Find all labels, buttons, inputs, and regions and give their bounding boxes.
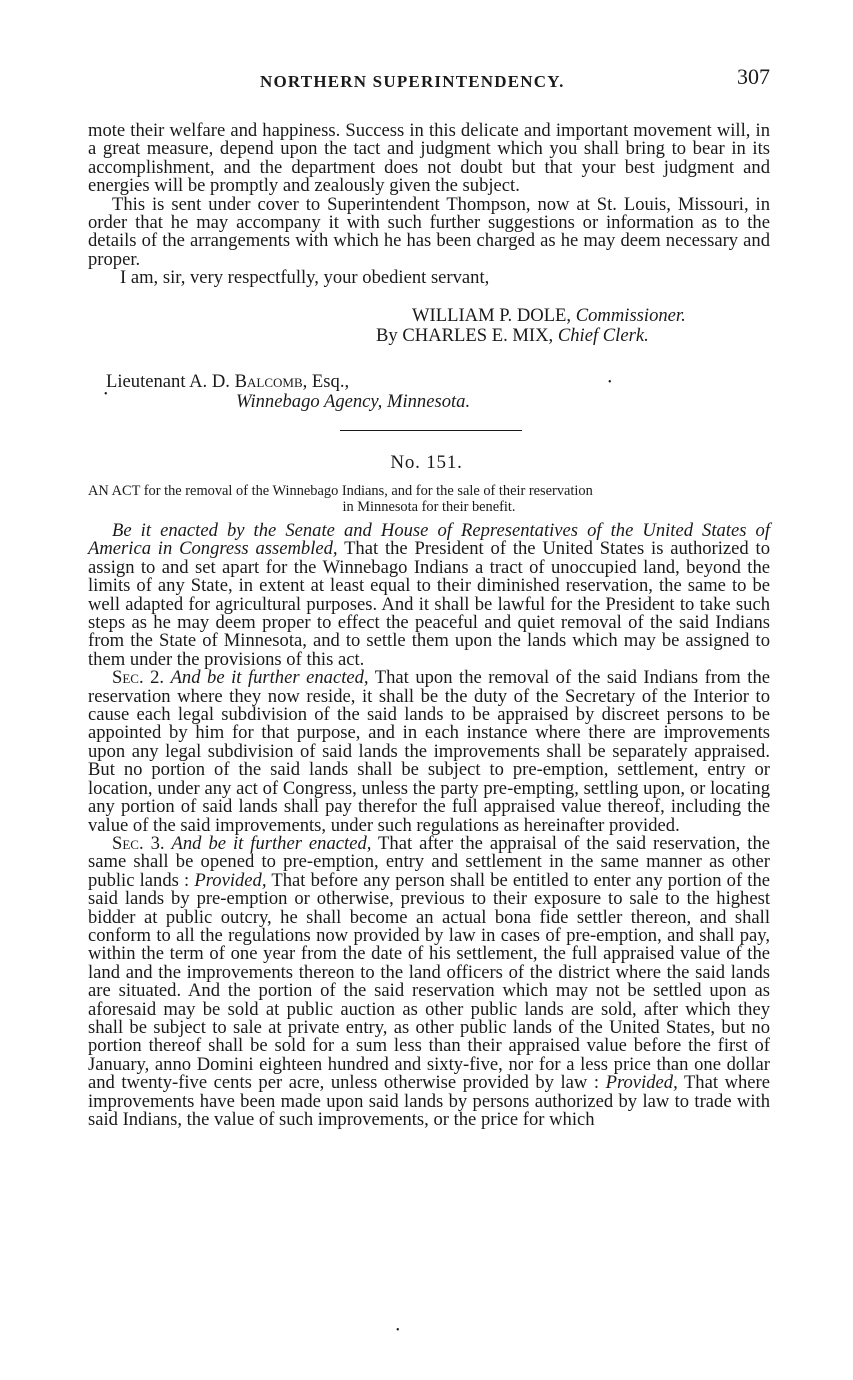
signatory-name: WILLIAM P. DOLE,: [412, 305, 572, 326]
act-title: [88, 484, 770, 515]
section-text: That upon the removal of the said Indians from the reservation where they now reside, it shall be the duty of the Secretary of the Interior to cause each legal subdivision of the said lands to be appraised by discreet persons to be appointed by him for that purpose, and in each instance where there are improvements upon any legal subdivision of said lands the improvements shall be separately appraised. But no portion of the said lands shall be subject to pre-emption, settlement, entry or location, under any act of Congress, unless the party pre-empting, settling upon, or locating any portion of said lands shall pay therefor the full appraised value thereof, including the value of the said improvements, under such regulations as hereinafter provided.: [88, 667, 770, 836]
letter-paragraph: mote their welfare and happiness. Success in this delicate and important movement will, in a great measure, depend upon the tact and judgment which you shall bring to bear in its accomplishment, and the department does not doubt but that your best judgment and energies will be promptly and zealously given the subject.: [88, 120, 770, 197]
ink-speck: •: [608, 377, 612, 388]
section-enacting-phrase: And be it further enacted,: [170, 667, 369, 689]
signature-prefix: By: [376, 325, 398, 346]
ink-speck: •: [396, 1325, 400, 1336]
proviso-label: Provided,: [194, 869, 267, 891]
addressee-surname: Balcomb: [234, 371, 303, 392]
section-text: That before any person shall be entitled to enter any portion of the said lands by pre-emption or otherwise, previous to their exposure to sale to the highest bidder at public outcry, he shall become an actual bona fide settler thereon, and shall conform to all the regulations now provided by law in cases of pre-emption, and shall pay, within the term of one year from the date of his settlement, the full appraised value of the land and the improvements thereon to the land officers of the district where the said lands are situated. And the portion of the said reservation which may not be settled upon as aforesaid may be sold at public auction as other public lands are sold, after which they shall be subject to sale at private entry, as other public lands of the United States, but no portion thereof shall be sold for a sum less than their appraised value before the first of January, anno Domini eighteen hundred and sixty-five, nor for a less price than one dollar and twenty-five cents per acre, unless otherwise provided by law :: [88, 869, 771, 1094]
act-title-line: in Minnesota for their benefit.: [342, 498, 516, 515]
act-section-3: [88, 832, 771, 1130]
section-text: That the President of the United States is authorized to assign to and set apart for the Winnebago Indians a tract of unoccupied land, beyond the limits of any State, in extent at least equal to their diminished reservation, the same to be well adapted for agricultural purposes. And it shall be lawful for the President to take such steps as he may deem proper to effect the peaceful and quiet removal of the said Indians from the State of Minnesota, and to settle them upon the lands which may be assigned to them under the provisions of this act.: [88, 538, 770, 670]
page-number: 307: [737, 64, 770, 89]
signature-chief-clerk: [88, 326, 770, 346]
section-label: Sec. 2.: [112, 667, 165, 689]
act-section-1: [88, 522, 770, 669]
addressee-suffix: , Esq.,: [302, 371, 350, 392]
enacting-clause: Be it enacted by the Senate and House of Representatives of the United States of America in Congress assembled,: [88, 520, 770, 560]
act-body: [88, 522, 770, 1129]
signatory-name: CHARLES E. MIX,: [402, 325, 554, 346]
running-head: NORTHERN SUPERINTENDENCY.: [260, 72, 565, 91]
signatory-title: Commissioner.: [575, 305, 686, 326]
letter-body: [88, 122, 770, 288]
letter-paragraph: This is sent under cover to Superintendent Thompson, now at St. Louis, Missouri, in order that he may accompany it with such further suggestions or information as to the details of the arrangements with which he has been charged as he may deem necessary and proper.: [88, 193, 770, 270]
addressee-prefix: Lieutenant A. D.: [106, 371, 230, 392]
act-section-2: [88, 669, 770, 835]
signature-commissioner: [88, 306, 770, 326]
page-header: [90, 64, 770, 94]
letter-closing: I am, sir, very respectfully, your obedient servant,: [120, 267, 490, 289]
section-label: Sec. 3.: [112, 832, 165, 854]
document-number: No. 151.: [390, 452, 463, 473]
act-title-line: AN ACT for the removal of the Winnebago Indians, and for the sale of their reservation: [88, 483, 593, 499]
addressee-location: Winnebago Agency, Minnesota.: [236, 391, 471, 412]
ink-speck: •: [104, 389, 108, 400]
section-enacting-phrase: And be it further enacted,: [171, 832, 372, 854]
addressee: [106, 372, 349, 392]
proviso-label: Provided,: [605, 1072, 678, 1094]
section-text: That after the appraisal of the said reservation, the same shall be opened to pre-emption, entry and settlement in the same manner as other public lands :: [88, 832, 770, 891]
section-divider: [340, 430, 522, 431]
signatory-title: Chief Clerk.: [557, 325, 649, 346]
section-text: That where improvements have been made upon said lands by persons authorized by law to trade with said Indians, the value of such improvements, or the price for which: [88, 1072, 770, 1130]
